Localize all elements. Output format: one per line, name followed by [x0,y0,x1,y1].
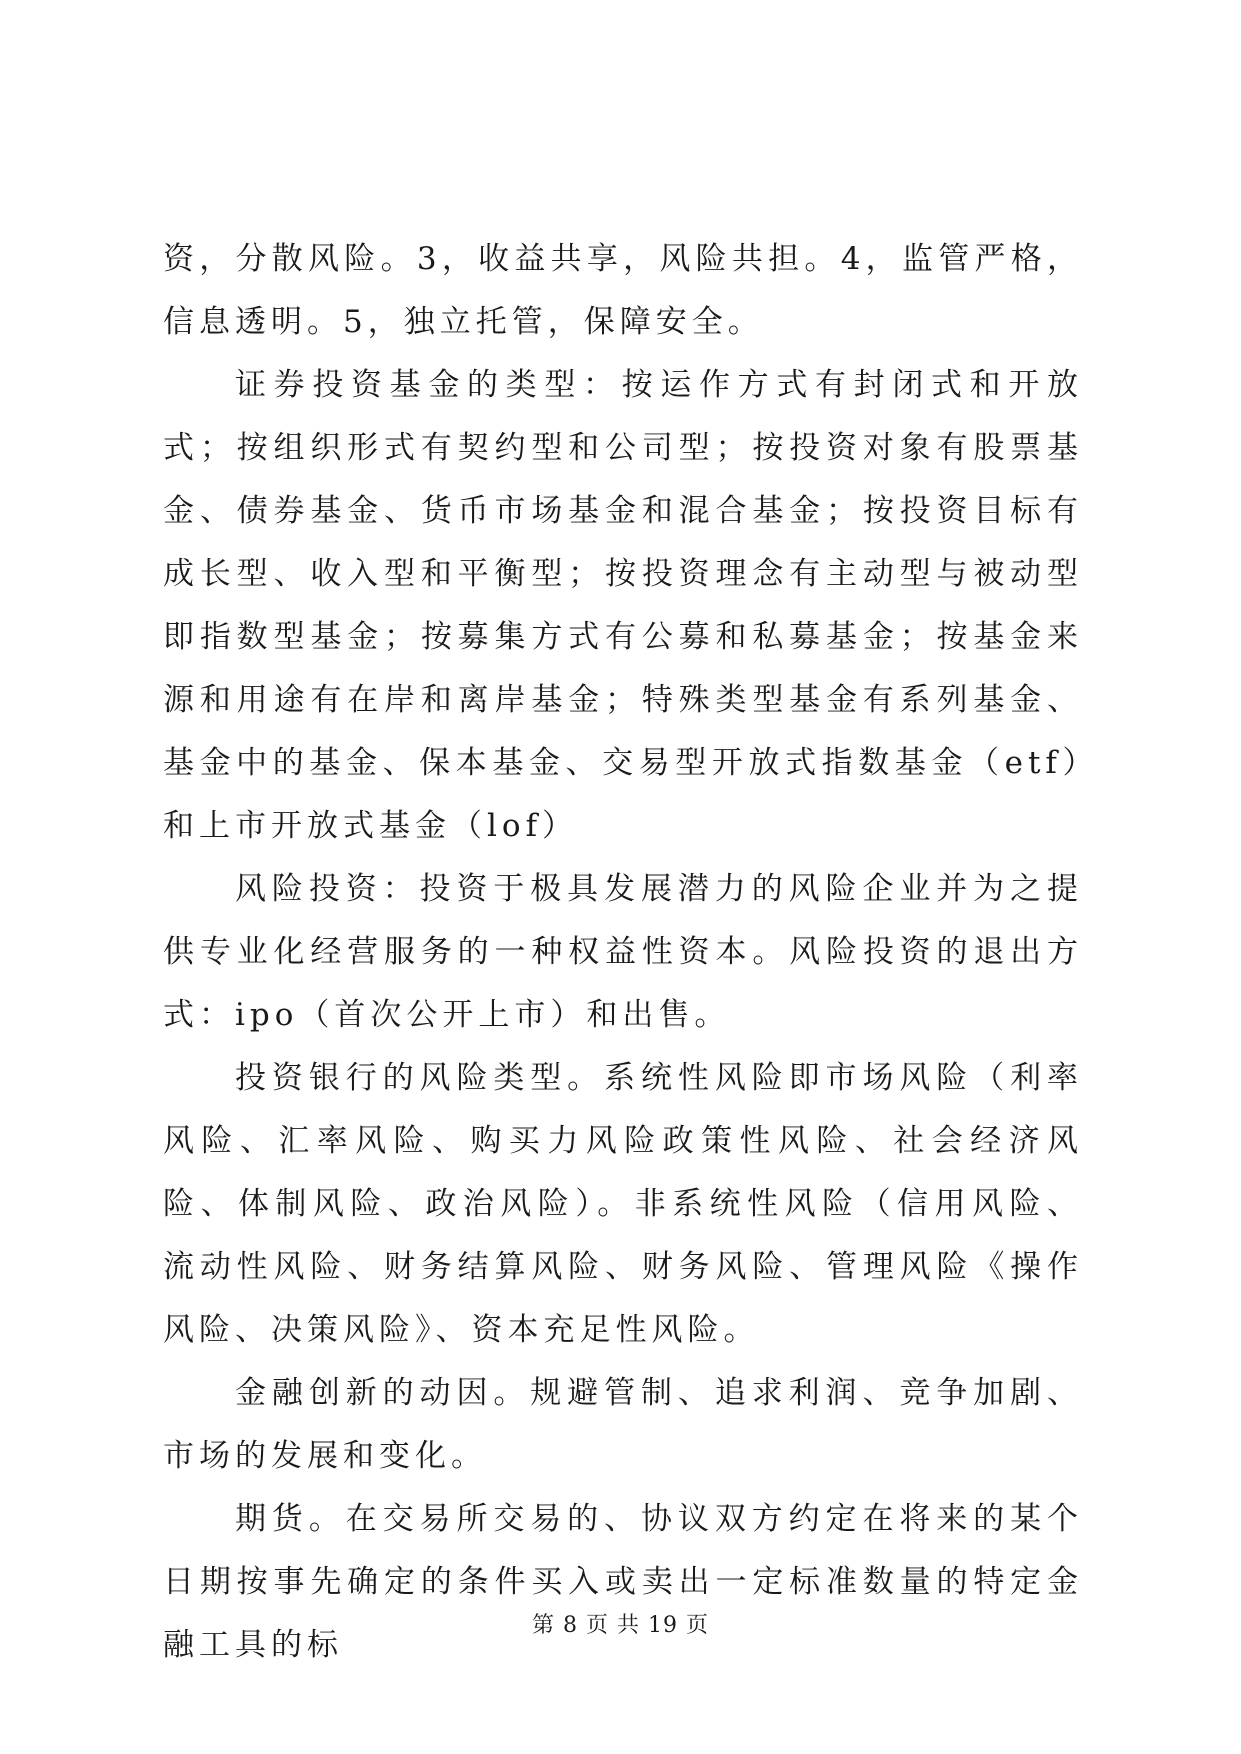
paragraph-1: 资，分散风险。3，收益共享，风险共担。4，监管严格，信息透明。5，独立托管，保障安全。 [163,241,1083,340]
paragraph-2: 证券投资基金的类型：按运作方式有封闭式和开放式；按组织形式有契约型和公司型；按投资对象有股票基金、债券基金、货币市场基金和混合基金；按投资目标有成长型、收入型和平衡型；按投资理念有主动型与被动型即指数型基金；按募集方式有公募和私募基金；按基金来源和用途有在岸和离岸基金；特殊类型基金有系列基金、基金中的基金、保本基金、交易型开放式指数基金（etf）和上市开放式基金（lof） [163,367,1083,844]
paragraph-3: 风险投资：投资于极具发展潜力的风险企业并为之提供专业化经营服务的一种权益性资本。风险投资的退出方式：ipo（首次公开上市）和出售。 [163,871,1083,1033]
paragraph-4: 投资银行的风险类型。系统性风险即市场风险（利率风险、汇率风险、购买力风险政策性风险、社会经济风险、体制风险、政治风险）。非系统性风险（信用风险、流动性风险、财务结算风险、财务风险、管理风险《操作风险、决策风险》、资本充足性风险。 [163,1060,1083,1348]
document-body [163,228,1083,1677]
page-number-footer: 第 8 页 共 19 页 [532,1613,709,1638]
paragraph-6: 期货。在交易所交易的、协议双方约定在将来的某个日期按事先确定的条件买入或卖出一定标准数量的特定金融工具的标 [163,1501,1083,1663]
paragraph-5: 金融创新的动因。规避管制、追求利润、竞争加剧、市场的发展和变化。 [163,1375,1083,1474]
